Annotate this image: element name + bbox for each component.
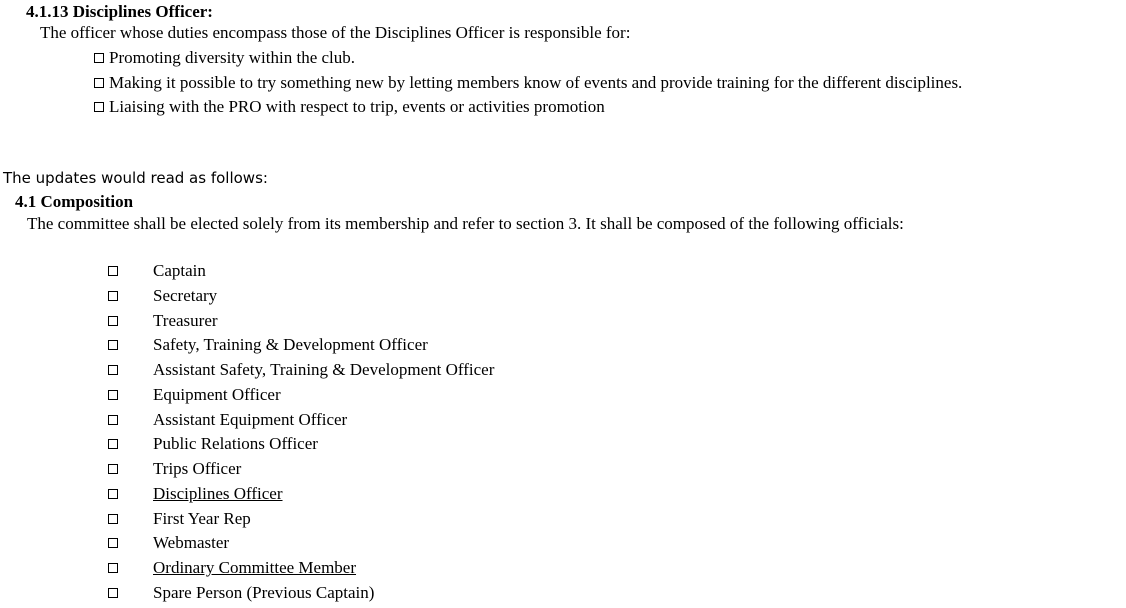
official-label: Assistant Equipment Officer <box>153 410 348 429</box>
official-label: Captain <box>153 261 206 280</box>
checkbox-bullet-icon <box>94 78 104 88</box>
official-label: Ordinary Committee Member <box>153 558 357 577</box>
responsibility-item <box>94 48 355 68</box>
checkbox-bullet-icon <box>108 514 118 524</box>
official-label: Safety, Training & Development Officer <box>153 335 428 354</box>
official-label: Treasurer <box>153 311 218 330</box>
responsibility-item <box>94 73 962 93</box>
checkbox-bullet-icon <box>108 316 118 326</box>
checkbox-bullet-icon <box>108 365 118 375</box>
official-label: Assistant Safety, Training & Development Officer <box>153 360 495 379</box>
checkbox-bullet-icon <box>108 291 118 301</box>
checkbox-bullet-icon <box>108 340 118 350</box>
updates-note: The updates would read as follows: <box>3 169 268 187</box>
official-label: Equipment Officer <box>153 385 281 404</box>
checkbox-bullet-icon <box>94 102 104 112</box>
responsibility-text: Making it possible to try something new by letting members know of events and provide training for the different disciplines. <box>109 73 963 92</box>
checkbox-bullet-icon <box>108 415 118 425</box>
responsibility-item <box>94 97 605 117</box>
official-label: Trips Officer <box>153 459 242 478</box>
official-label: Webmaster <box>153 533 230 552</box>
checkbox-bullet-icon <box>108 464 118 474</box>
responsibility-text: Liaising with the PRO with respect to trip, events or activities promotion <box>109 97 605 116</box>
checkbox-bullet-icon <box>108 439 118 449</box>
responsibility-text: Promoting diversity within the club. <box>109 48 356 67</box>
composition-intro: The committee shall be elected solely from its membership and refer to section 3. It shall be composed of the following officials: <box>27 214 904 233</box>
checkbox-bullet-icon <box>108 588 118 598</box>
official-label: Spare Person (Previous Captain) <box>153 583 375 602</box>
checkbox-bullet-icon <box>108 489 118 499</box>
disciplines-officer-intro: The officer whose duties encompass those of the Disciplines Officer is responsible for: <box>40 23 631 42</box>
checkbox-bullet-icon <box>108 563 118 573</box>
section-heading-disciplines-officer: 4.1.13 Disciplines Officer: <box>26 2 213 21</box>
official-label: First Year Rep <box>153 509 251 528</box>
checkbox-bullet-icon <box>94 53 104 63</box>
checkbox-bullet-icon <box>108 538 118 548</box>
official-label: Secretary <box>153 286 218 305</box>
official-label: Public Relations Officer <box>153 434 318 453</box>
official-label: Disciplines Officer <box>153 484 283 503</box>
checkbox-bullet-icon <box>108 266 118 276</box>
section-heading-composition: 4.1 Composition <box>15 192 134 211</box>
checkbox-bullet-icon <box>108 390 118 400</box>
